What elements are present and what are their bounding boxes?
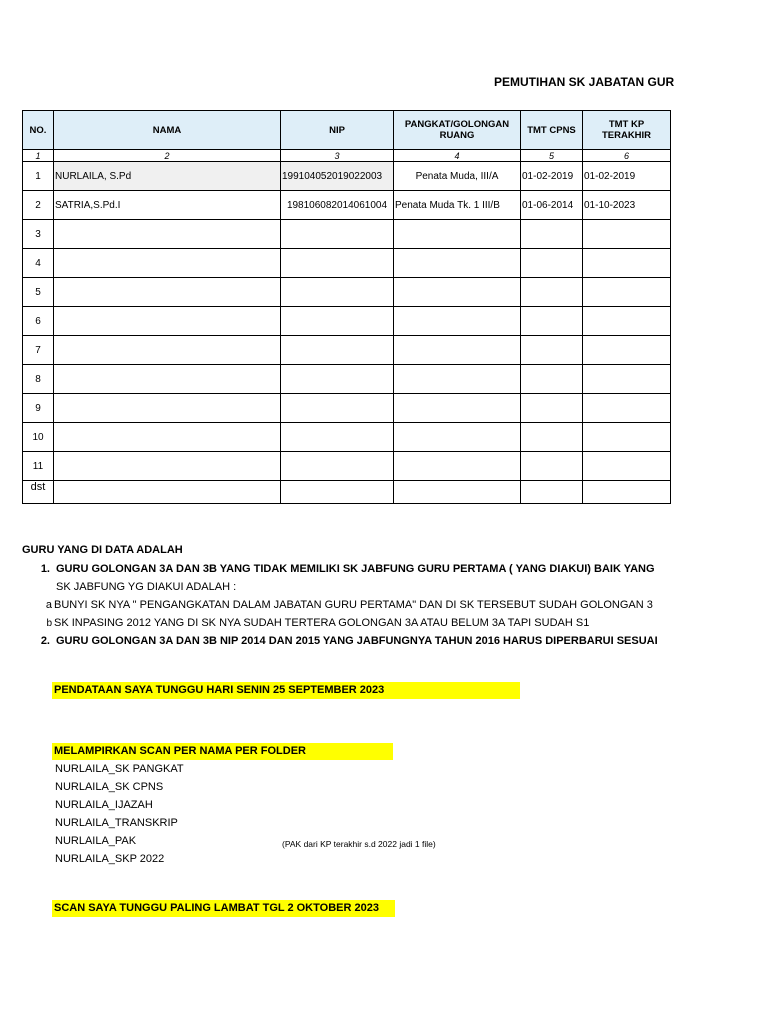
cell-no: 2 (23, 191, 54, 220)
cell-nip[interactable]: 198106082014061004 (281, 191, 394, 220)
note-sub-b (22, 617, 589, 629)
cell-pangkat[interactable]: Penata Muda Tk. 1 III/B (394, 191, 521, 220)
cell-no: 8 (23, 365, 54, 394)
cell-tmt-kp[interactable]: 01-10-2023 (583, 191, 671, 220)
table-row (23, 191, 671, 220)
cell-tmt-cpns[interactable] (521, 452, 583, 481)
header-no: NO. (23, 111, 54, 150)
note-item-1-marker: 1. (40, 563, 50, 575)
header-pangkat: PANGKAT/GOLONGAN RUANG (394, 111, 521, 150)
note-sub-a (22, 599, 653, 611)
cell-nama[interactable] (54, 307, 281, 336)
cell-pangkat[interactable] (394, 452, 521, 481)
table-row (23, 278, 671, 307)
column-number: 6 (583, 150, 671, 162)
cell-pangkat[interactable] (394, 220, 521, 249)
cell-tmt-cpns[interactable] (521, 423, 583, 452)
file-item: NURLAILA_SK CPNS (55, 781, 164, 793)
cell-nama[interactable] (54, 423, 281, 452)
cell-nama[interactable] (54, 336, 281, 365)
table-header-row (23, 111, 671, 150)
column-number: 4 (394, 150, 521, 162)
cell-empty[interactable] (281, 481, 394, 504)
cell-pangkat[interactable] (394, 278, 521, 307)
cell-nama[interactable] (54, 394, 281, 423)
cell-pangkat[interactable] (394, 423, 521, 452)
header-tmt-kp: TMT KP TERAKHIR (583, 111, 671, 150)
data-table (22, 110, 671, 504)
notes-heading: GURU YANG DI DATA ADALAH (22, 544, 183, 556)
note-sub-b-text: SK INPASING 2012 YANG DI SK NYA SUDAH TERTERA GOLONGAN 3A ATAU BELUM 3A TAPI SUDAH S1 (54, 617, 590, 629)
note-sub-a-text: BUNYI SK NYA " PENGANGKATAN DALAM JABATAN GURU PERTAMA" DAN DI SK TERSEBUT SUDAH GOLONGAN 3 (54, 599, 653, 611)
note-item-1-cont: SK JABFUNG YG DIAKUI ADALAH : (56, 581, 237, 593)
note-sub-a-marker: a (45, 599, 52, 611)
cell-pangkat[interactable] (394, 336, 521, 365)
note-item-2-marker: 2. (40, 635, 50, 647)
cell-tmt-kp[interactable] (583, 452, 671, 481)
table-row (23, 423, 671, 452)
cell-no: 4 (23, 249, 54, 278)
file-item: NURLAILA_TRANSKRIP (55, 817, 178, 829)
table-row (23, 336, 671, 365)
file-item: NURLAILA_SK PANGKAT (55, 763, 184, 775)
cell-no: 9 (23, 394, 54, 423)
cell-empty[interactable] (54, 481, 281, 504)
cell-tmt-cpns[interactable] (521, 336, 583, 365)
file-item: NURLAILA_SKP 2022 (55, 853, 165, 865)
table-row (23, 394, 671, 423)
cell-nip[interactable] (281, 278, 394, 307)
cell-no: 3 (23, 220, 54, 249)
pendataan-notice: PENDATAAN SAYA TUNGGU HARI SENIN 25 SEPTEMBER 2023 (52, 682, 520, 699)
cell-no: 1 (23, 162, 54, 191)
column-number: 5 (521, 150, 583, 162)
cell-nip[interactable] (281, 336, 394, 365)
cell-tmt-cpns[interactable] (521, 278, 583, 307)
column-number: 1 (23, 150, 54, 162)
header-nip: NIP (281, 111, 394, 150)
cell-no: 7 (23, 336, 54, 365)
table-row (23, 452, 671, 481)
column-number-row (23, 150, 671, 162)
cell-tmt-kp[interactable]: 01-02-2019 (583, 162, 671, 191)
cell-nip[interactable] (281, 307, 394, 336)
cell-nama[interactable]: SATRIA,S.Pd.I (54, 191, 281, 220)
cell-empty[interactable] (521, 481, 583, 504)
pak-note: (PAK dari KP terakhir s.d 2022 jadi 1 file) (282, 839, 436, 849)
cell-tmt-cpns[interactable] (521, 220, 583, 249)
cell-nip[interactable] (281, 249, 394, 278)
cell-pangkat[interactable] (394, 307, 521, 336)
table-row (23, 162, 671, 191)
table-row (23, 249, 671, 278)
cell-nip[interactable]: 199104052019022003 (281, 162, 394, 191)
cell-tmt-kp[interactable] (583, 394, 671, 423)
cell-nip[interactable] (281, 452, 394, 481)
page-title: PEMUTIHAN SK JABATAN GUR (494, 75, 675, 89)
cell-empty[interactable] (394, 481, 521, 504)
note-item-2-text: GURU GOLONGAN 3A DAN 3B NIP 2014 DAN 2015 YANG JABFUNGNYA TAHUN 2016 HARUS DIPERBARUI SESUAI (56, 635, 658, 647)
cell-pangkat[interactable] (394, 365, 521, 394)
cell-pangkat[interactable] (394, 249, 521, 278)
cell-nama[interactable] (54, 249, 281, 278)
cell-nip[interactable] (281, 220, 394, 249)
deadline-notice: SCAN SAYA TUNGGU PALING LAMBAT TGL 2 OKTOBER 2023 (52, 900, 395, 917)
cell-nip[interactable] (281, 394, 394, 423)
lampiran-heading: MELAMPIRKAN SCAN PER NAMA PER FOLDER (52, 743, 393, 760)
note-sub-b-marker: b (46, 618, 52, 629)
cell-nip[interactable] (281, 365, 394, 394)
cell-no: 6 (23, 307, 54, 336)
cell-tmt-kp[interactable] (583, 278, 671, 307)
cell-tmt-kp[interactable] (583, 423, 671, 452)
cell-nama[interactable] (54, 365, 281, 394)
cell-dst: dst (23, 481, 54, 504)
cell-tmt-kp[interactable] (583, 336, 671, 365)
cell-tmt-kp[interactable] (583, 249, 671, 278)
cell-nama[interactable] (54, 220, 281, 249)
header-tmt-cpns: TMT CPNS (521, 111, 583, 150)
header-nama: NAMA (54, 111, 281, 150)
cell-tmt-cpns[interactable] (521, 394, 583, 423)
table-row (23, 220, 671, 249)
file-item: NURLAILA_IJAZAH (55, 799, 153, 811)
cell-nama[interactable] (54, 278, 281, 307)
cell-no: 5 (23, 278, 54, 307)
cell-no: 11 (23, 452, 54, 481)
cell-pangkat[interactable]: Penata Muda, III/A (394, 162, 521, 191)
table-row (23, 307, 671, 336)
cell-tmt-cpns[interactable] (521, 307, 583, 336)
cell-nama[interactable] (54, 452, 281, 481)
cell-tmt-cpns[interactable]: 01-06-2014 (521, 191, 583, 220)
cell-pangkat[interactable] (394, 394, 521, 423)
column-number: 2 (54, 150, 281, 162)
cell-tmt-kp[interactable] (583, 365, 671, 394)
note-item-2 (22, 635, 658, 647)
cell-nama[interactable]: NURLAILA, S.Pd (54, 162, 281, 191)
cell-tmt-kp[interactable] (583, 307, 671, 336)
column-number: 3 (281, 150, 394, 162)
cell-tmt-kp[interactable] (583, 220, 671, 249)
cell-tmt-cpns[interactable] (521, 249, 583, 278)
table-row-dst (23, 481, 671, 504)
note-item-1 (22, 563, 655, 575)
cell-no: 10 (23, 423, 54, 452)
cell-empty[interactable] (583, 481, 671, 504)
file-item: NURLAILA_PAK (55, 835, 137, 847)
note-item-1-text: GURU GOLONGAN 3A DAN 3B YANG TIDAK MEMILIKI SK JABFUNG GURU PERTAMA ( YANG DIAKUI) BAIK YANG (56, 563, 655, 575)
cell-tmt-cpns[interactable] (521, 365, 583, 394)
table-row (23, 365, 671, 394)
cell-tmt-cpns[interactable]: 01-02-2019 (521, 162, 583, 191)
cell-nip[interactable] (281, 423, 394, 452)
